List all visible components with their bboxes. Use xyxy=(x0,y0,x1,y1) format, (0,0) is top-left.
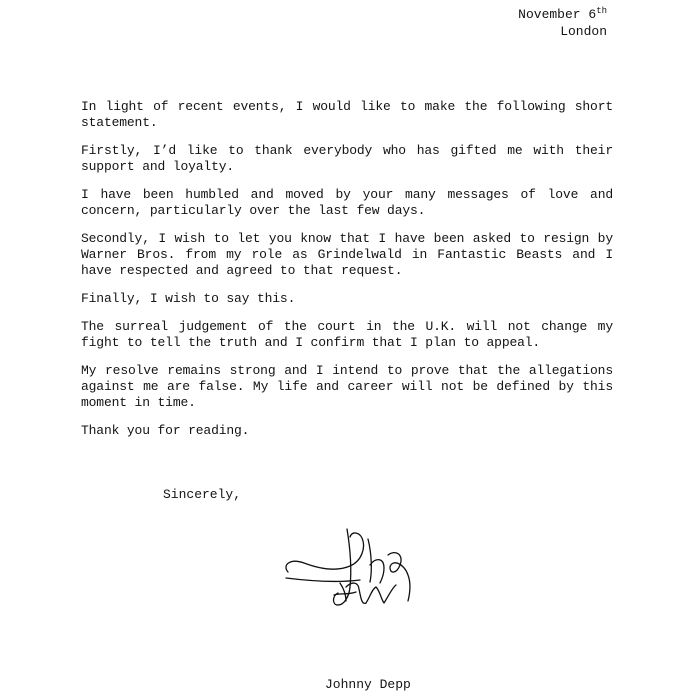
paragraph-8: Thank you for reading. xyxy=(81,423,250,438)
paragraph-6: The surreal judgement of the court in the U.K. will not change my fight to tell the truth and I confirm that I plan to appeal. xyxy=(81,319,613,350)
letter-body xyxy=(81,99,613,451)
paragraph-3: I have been humbled and moved by your many messages of love and concern, particularly over the last few days. xyxy=(81,187,613,218)
paragraph-7: My resolve remains strong and I intend to prove that the allegations against me are false. My life and career will not be defined by this moment in time. xyxy=(81,363,613,410)
paragraph-5: Finally, I wish to say this. xyxy=(81,291,296,306)
signer-name: Johnny Depp xyxy=(325,677,411,692)
letter-date xyxy=(518,6,607,23)
paragraph-2: Firstly, I’d like to thank everybody who has gifted me with their support and loyalty. xyxy=(81,143,613,174)
date-ordinal: th xyxy=(596,6,607,16)
date-text: November 6 xyxy=(518,7,597,22)
letter-header xyxy=(518,6,607,40)
letter-city: London xyxy=(560,24,607,39)
handwritten-signature xyxy=(280,525,420,625)
paragraph-1: In light of recent events, I would like to make the following short statement. xyxy=(81,99,613,130)
paragraph-4: Secondly, I wish to let you know that I have been asked to resign by Warner Bros. from my role as Grindelwald in Fantastic Beasts and I have respected and agreed to that request. xyxy=(81,231,613,278)
letter-closing: Sincerely, xyxy=(163,487,242,502)
